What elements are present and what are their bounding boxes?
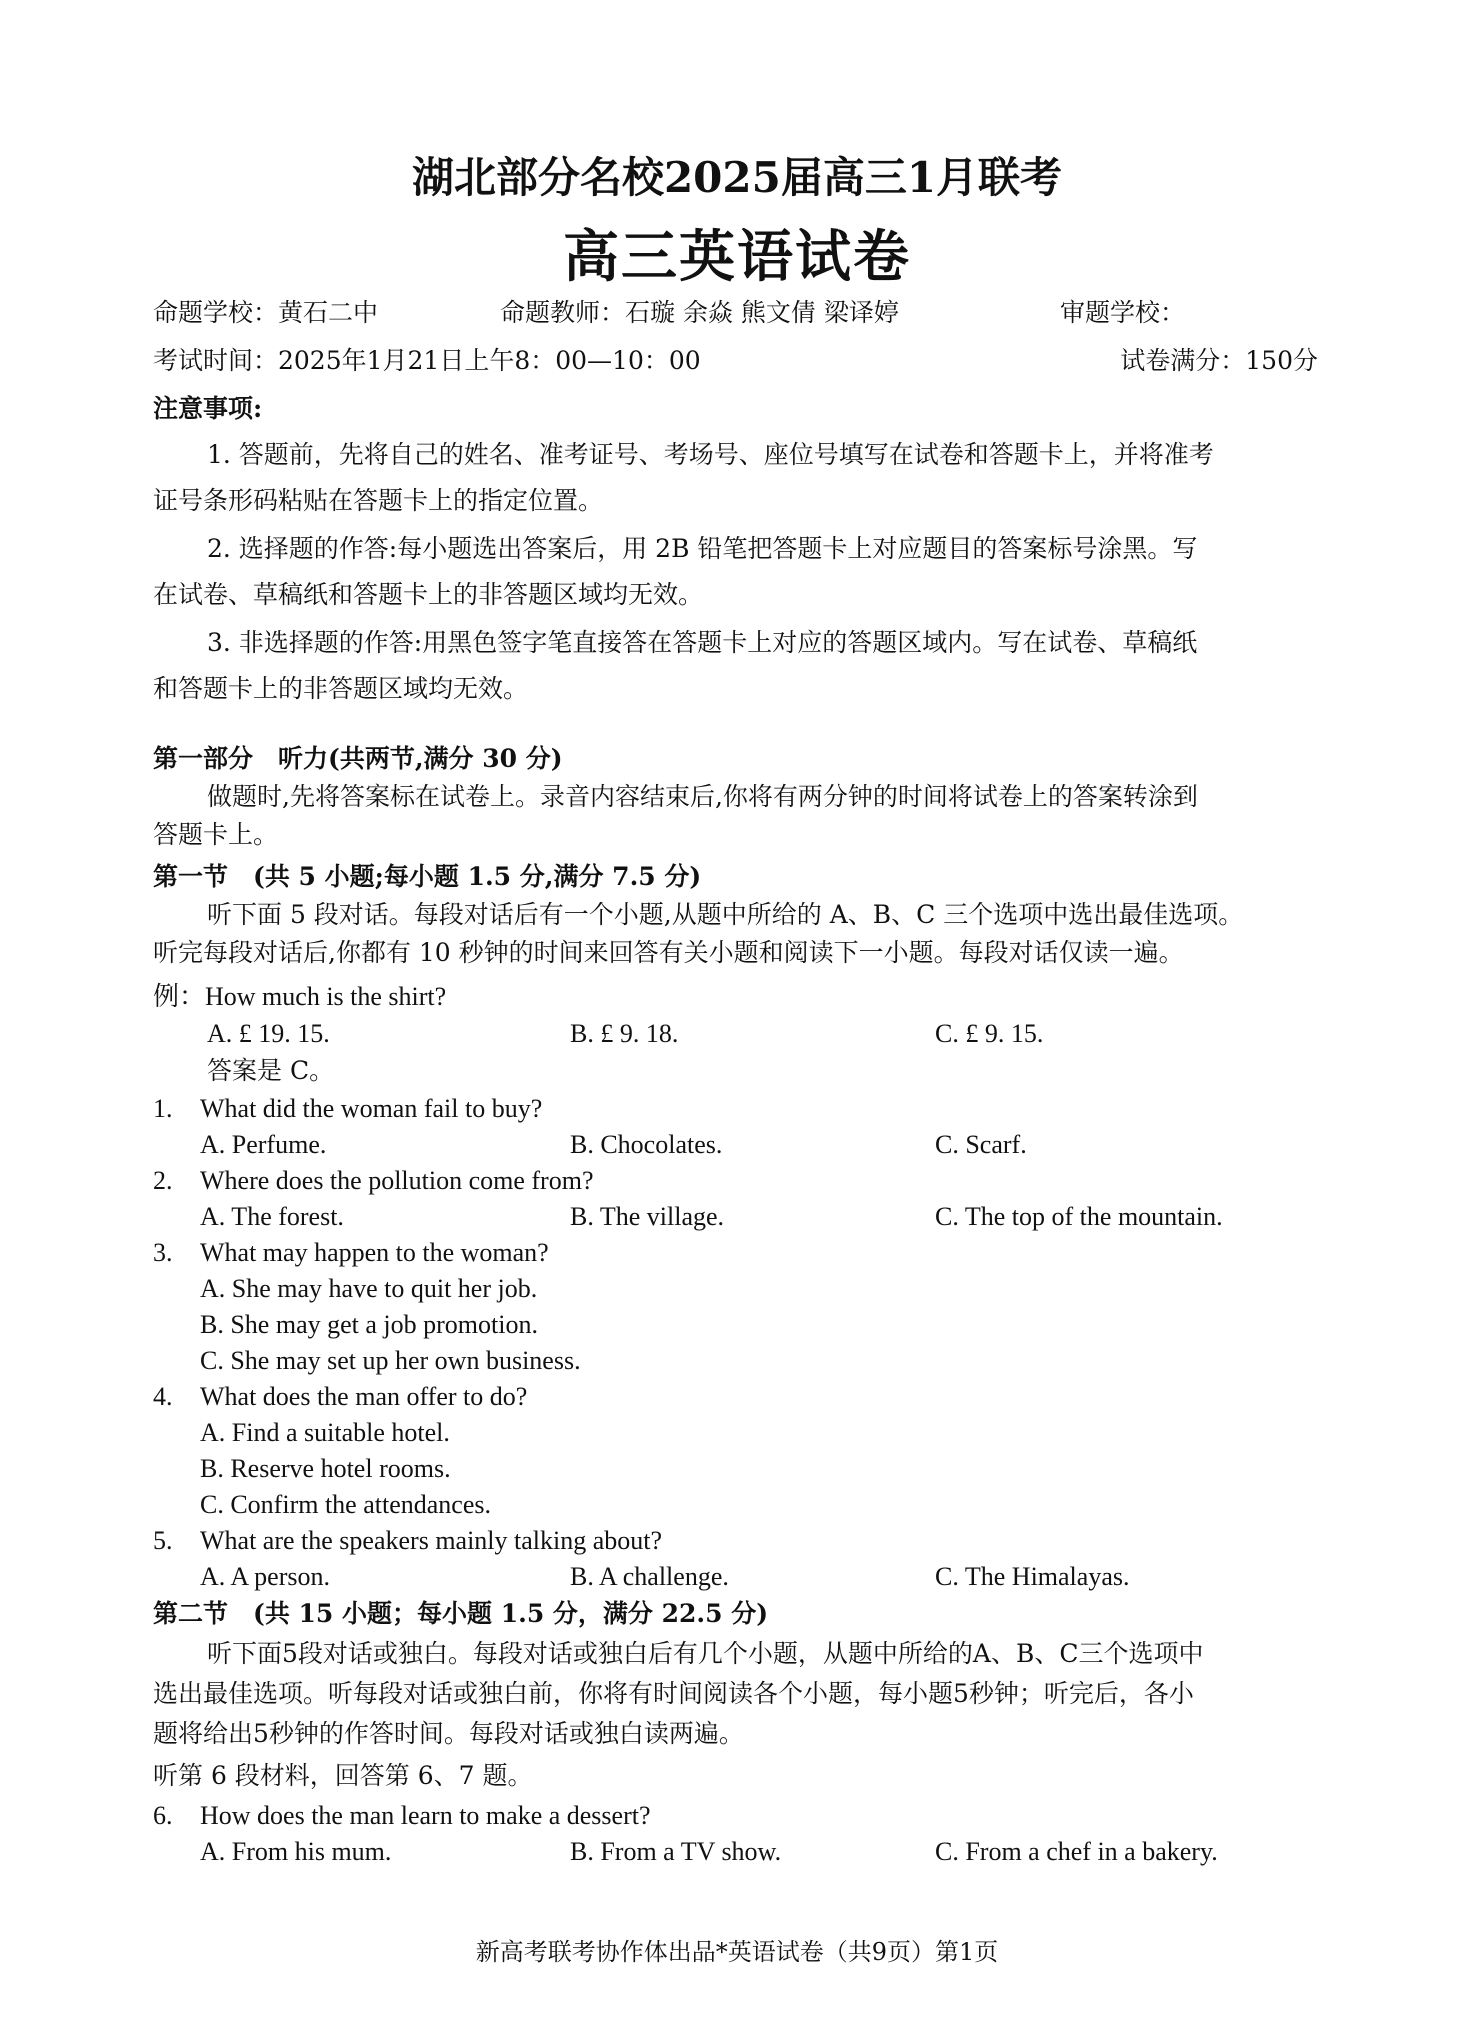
question-text: What are the speakers mainly talking about? bbox=[200, 1526, 663, 1555]
example-option-c: C. £ 9. 15. bbox=[935, 1019, 1044, 1048]
notice-item-2: 2. 选择题的作答:每小题选出答案后，用 2B 铅笔把答题卡上对应题目的答案标号涂黑。写 bbox=[207, 534, 1198, 563]
section2-heading: 第二节 (共 15 小题；每小题 1.5 分，满分 22.5 分) bbox=[153, 1599, 769, 1628]
option-b: B. She may get a job promotion. bbox=[200, 1310, 538, 1339]
notice-item-1-cont: 证号条形码粘贴在答题卡上的指定位置。 bbox=[153, 486, 604, 515]
option-b: B. The village. bbox=[570, 1202, 725, 1231]
notice-item-3-cont: 和答题卡上的非答题区域均无效。 bbox=[153, 674, 529, 703]
option-b: B. A challenge. bbox=[570, 1562, 729, 1591]
option-a: A. Find a suitable hotel. bbox=[200, 1418, 450, 1447]
example-question: 例：How much is the shirt? bbox=[153, 982, 447, 1011]
question-number: 4. bbox=[153, 1382, 173, 1411]
question-number: 5. bbox=[153, 1526, 173, 1555]
section2-intro: 听下面5段对话或独白。每段对话或独白后有几个小题，从题中所给的A、B、C三个选项中 bbox=[207, 1639, 1204, 1668]
option-a: A. The forest. bbox=[200, 1202, 344, 1231]
question-text: What may happen to the woman? bbox=[200, 1238, 549, 1267]
notice-item-1: 1. 答题前，先将自己的姓名、准考证号、考场号、座位号填写在试卷和答题卡上，并将准考 bbox=[207, 440, 1214, 469]
part1-heading: 第一部分 听力(共两节,满分 30 分) bbox=[153, 744, 563, 773]
option-a: A. Perfume. bbox=[200, 1130, 327, 1159]
example-option-a: A. £ 19. 15. bbox=[207, 1019, 330, 1048]
teacher-label: 命题教师：石璇 余焱 熊文倩 梁译婷 bbox=[500, 298, 899, 327]
part1-intro: 做题时,先将答案标在试卷上。录音内容结束后,你将有两分钟的时间将试卷上的答案转涂到 bbox=[207, 782, 1198, 811]
section1-intro-cont: 听完每段对话后,你都有 10 秒钟的时间来回答有关小题和阅读下一小题。每段对话仅读一遍。 bbox=[153, 938, 1184, 967]
example-option-b: B. £ 9. 18. bbox=[570, 1019, 679, 1048]
exam-title: 湖北部分名校2025届高三1月联考 bbox=[411, 153, 1063, 202]
option-c: C. The Himalayas. bbox=[935, 1562, 1130, 1591]
notice-heading: 注意事项: bbox=[153, 394, 263, 423]
option-b: B. Reserve hotel rooms. bbox=[200, 1454, 451, 1483]
option-c: C. The top of the mountain. bbox=[935, 1202, 1223, 1231]
section2-intro-cont: 选出最佳选项。听每段对话或独白前，你将有时间阅读各个小题，每小题5秒钟；听完后，各小 bbox=[153, 1679, 1194, 1708]
notice-item-3: 3. 非选择题的作答:用黑色签字笔直接答在答题卡上对应的答题区域内。写在试卷、草稿纸 bbox=[207, 628, 1198, 657]
option-a: A. She may have to quit her job. bbox=[200, 1274, 538, 1303]
question-text: How does the man learn to make a dessert? bbox=[200, 1801, 651, 1830]
question-text: What did the woman fail to buy? bbox=[200, 1094, 543, 1123]
section1-heading: 第一节 (共 5 小题;每小题 1.5 分,满分 7.5 分) bbox=[153, 862, 702, 891]
example-answer: 答案是 C。 bbox=[207, 1056, 335, 1085]
school-label: 命题学校：黄石二中 bbox=[153, 298, 379, 327]
exam-subtitle: 高三英语试卷 bbox=[563, 224, 911, 290]
question-text: Where does the pollution come from? bbox=[200, 1166, 594, 1195]
option-a: A. A person. bbox=[200, 1562, 330, 1591]
option-b: B. From a TV show. bbox=[570, 1837, 782, 1866]
reviewer-label: 审题学校： bbox=[1060, 298, 1186, 327]
option-c: C. She may set up her own business. bbox=[200, 1346, 581, 1375]
option-c: C. From a chef in a bakery. bbox=[935, 1837, 1218, 1866]
option-b: B. Chocolates. bbox=[570, 1130, 723, 1159]
option-a: A. From his mum. bbox=[200, 1837, 392, 1866]
full-score: 试卷满分：150分 bbox=[1120, 346, 1318, 375]
part1-intro-cont: 答题卡上。 bbox=[153, 820, 279, 849]
question-number: 1. bbox=[153, 1094, 173, 1123]
material-6-label: 听第 6 段材料，回答第 6、7 题。 bbox=[153, 1761, 533, 1790]
section2-intro-cont: 题将给出5秒钟的作答时间。每段对话或独白读两遍。 bbox=[153, 1719, 744, 1748]
option-c: C. Scarf. bbox=[935, 1130, 1027, 1159]
option-c: C. Confirm the attendances. bbox=[200, 1490, 491, 1519]
notice-item-2-cont: 在试卷、草稿纸和答题卡上的非答题区域均无效。 bbox=[153, 580, 704, 609]
page-footer: 新高考联考协作体出品*英语试卷（共9页）第1页 bbox=[475, 1938, 999, 1966]
question-number: 6. bbox=[153, 1801, 173, 1830]
question-text: What does the man offer to do? bbox=[200, 1382, 528, 1411]
question-number: 2. bbox=[153, 1166, 173, 1195]
question-number: 3. bbox=[153, 1238, 173, 1267]
section1-intro: 听下面 5 段对话。每段对话后有一个小题,从题中所给的 A、B、C 三个选项中选出最佳选项。 bbox=[207, 900, 1244, 929]
exam-time: 考试时间：2025年1月21日上午8：00—10：00 bbox=[153, 346, 701, 375]
